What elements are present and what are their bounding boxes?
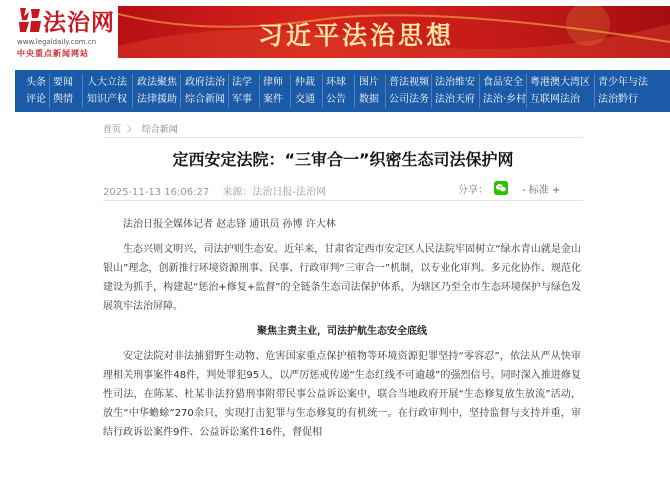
site-header xyxy=(15,0,665,62)
main-nav xyxy=(15,70,670,112)
nav-item[interactable]: 案件 xyxy=(263,94,283,105)
nav-item[interactable]: 政府法治 xyxy=(185,77,225,88)
nav-item[interactable]: 仲裁 xyxy=(295,77,315,88)
breadcrumb-section[interactable]: 综合新闻 xyxy=(141,125,178,135)
logo-title: 法治网 xyxy=(43,9,115,36)
nav-item[interactable]: 交通 xyxy=(295,94,315,105)
nav-item[interactable]: 公告 xyxy=(326,94,346,105)
article-subheading: 聚焦主责主业，司法护航生态安全底线 xyxy=(257,326,427,337)
breadcrumb-separator: 〉 xyxy=(126,125,136,135)
nav-separator xyxy=(290,74,291,108)
breadcrumb xyxy=(103,122,181,135)
meta-divider xyxy=(103,200,583,201)
nav-item[interactable]: 人大立法 xyxy=(87,77,127,88)
nav-item[interactable]: 法律援助 xyxy=(137,94,177,105)
nav-item[interactable]: 法治天府 xyxy=(435,94,475,105)
nav-item[interactable]: 法治维安 xyxy=(435,77,475,88)
nav-item[interactable]: 评论 xyxy=(26,94,46,105)
nav-separator xyxy=(479,74,480,108)
article-title: 定西安定法院：“三审合一”织密生态司法保护网 xyxy=(172,150,514,169)
breadcrumb-divider xyxy=(103,137,583,138)
nav-item[interactable]: 法学 xyxy=(232,77,252,88)
nav-item[interactable]: 食品安全 xyxy=(483,77,523,88)
nav-item[interactable]: 普法视频 xyxy=(389,77,429,88)
nav-item[interactable]: 互联网法治 xyxy=(530,94,580,105)
nav-item[interactable]: 公司法务 xyxy=(389,94,429,105)
nav-item[interactable]: 法治·乡村 xyxy=(483,94,527,105)
nav-separator xyxy=(49,74,50,108)
nav-item[interactable]: 舆情 xyxy=(53,94,73,105)
article-source: 来源：法治日报-法治网 xyxy=(222,187,327,198)
nav-separator xyxy=(322,74,323,108)
site-logo[interactable] xyxy=(17,6,115,58)
nav-separator xyxy=(228,74,229,108)
article-paragraph: 安定法院对非法捕猎野生动物、危害国家重点保护植物等环境资源犯罪坚持“零容忍”，依法从严从快审理相关刑事案件48件，判处罪犯95人，以严厉惩戒传递“生态红线不可逾越”的强烈信号。同时深入推进修复性司法，在陈某、杜某非法狩猎刑事附带民事公益诉讼案中，联合当地政府开展“生态修复放生放流”活动，放生“中华蟾蜍”270余只，实现打击犯罪与生态修复的有机统一。在行政审判中，坚持监督与支持并重，审结行政诉讼案件9件、公益诉讼案件16件，督促相 xyxy=(103,351,581,438)
nav-separator xyxy=(431,74,432,108)
nav-item[interactable]: 粤港澳大湾区 xyxy=(530,77,590,88)
logo-emblem-icon xyxy=(17,6,43,34)
article-byline: 法治日报全媒体记者 赵志锋 通讯员 孙博 许大林 xyxy=(123,219,336,230)
article-datetime: 2025-11-13 16:06:27 xyxy=(103,187,210,198)
nav-item[interactable]: 军事 xyxy=(232,94,252,105)
nav-separator xyxy=(385,74,386,108)
nav-item[interactable]: 律师 xyxy=(263,77,283,88)
breadcrumb-home[interactable]: 首页 xyxy=(103,125,122,135)
nav-separator xyxy=(354,74,355,108)
nav-item[interactable]: 环球 xyxy=(326,77,346,88)
nav-separator xyxy=(180,74,181,108)
article-paragraph: 生态兴则文明兴，司法护则生态安。近年来，甘肃省定西市安定区人民法院牢固树立“绿水青山就是金山银山”理念，创新推行环境资源刑事、民事、行政审判“三审合一”机制，以专业化审判、多元化协作、规范化建设为抓手，构建起“惩治+修复+监督”的全链条生态司法保护体系，为辖区乃至全市生态环境保护与绿色发展筑牢法治屏障。 xyxy=(103,244,581,312)
nav-separator xyxy=(594,74,595,108)
nav-item[interactable]: 头条 xyxy=(26,77,46,88)
nav-separator xyxy=(526,74,527,108)
banner-title: 习近平法治思想 xyxy=(258,21,455,50)
nav-item[interactable]: 综合新闻 xyxy=(185,94,225,105)
nav-item[interactable]: 图片 xyxy=(359,77,379,88)
nav-item[interactable]: 法治黔行 xyxy=(598,94,638,105)
share-label: 分享： xyxy=(458,184,488,196)
nav-item[interactable]: 数据 xyxy=(359,94,379,105)
share-bar xyxy=(458,180,560,196)
nav-separator xyxy=(132,74,133,108)
top-banner[interactable] xyxy=(118,6,670,58)
wechat-icon[interactable] xyxy=(494,181,508,195)
nav-separator xyxy=(259,74,260,108)
article-meta xyxy=(103,183,326,198)
nav-separator xyxy=(82,74,83,108)
nav-item[interactable]: 青少年与法 xyxy=(598,77,648,88)
nav-item[interactable]: 政法聚焦 xyxy=(137,77,177,88)
nav-item[interactable]: 要闻 xyxy=(53,77,73,88)
nav-item[interactable]: 知识产权 xyxy=(87,94,127,105)
logo-url: www.legaldaily.com.cn xyxy=(17,38,97,46)
font-size-toggle[interactable]: - 标准 + xyxy=(522,184,561,196)
article-body xyxy=(103,215,581,448)
logo-subtitle: 中央重点新闻网站 xyxy=(17,49,89,58)
